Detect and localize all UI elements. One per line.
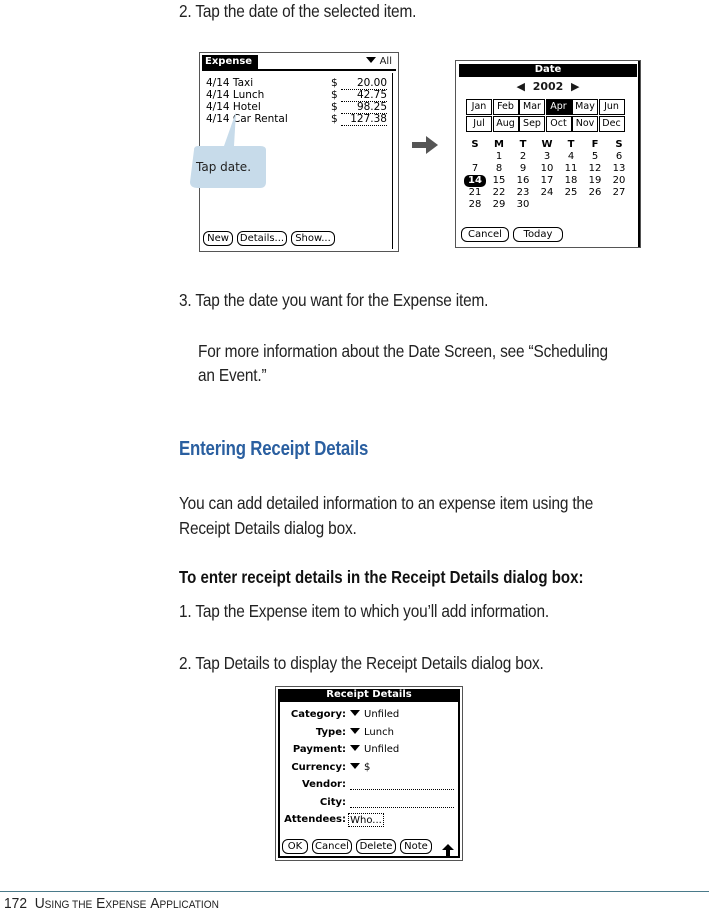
receipt-details-dialog: [275, 686, 463, 861]
expense-show-button[interactable]: Show...: [291, 231, 335, 246]
field-label: Currency:: [291, 761, 346, 773]
weekday-label: T: [519, 139, 527, 150]
dropdown-arrow-icon: [366, 57, 376, 63]
date-screen: [455, 60, 641, 248]
receipt-button-bar: [282, 839, 458, 855]
vendor-field[interactable]: [350, 789, 454, 790]
intro-line-2: Receipt Details dialog box.: [179, 518, 357, 538]
day-19[interactable]: 19: [588, 175, 602, 186]
day-5[interactable]: 5: [591, 151, 599, 162]
day-9[interactable]: 9: [519, 163, 527, 174]
attendees-button[interactable]: Who...: [348, 813, 384, 827]
currency-dropdown[interactable]: [350, 762, 370, 773]
day-15[interactable]: 15: [492, 175, 506, 186]
weekday-label: S: [471, 139, 479, 150]
day-21[interactable]: 21: [468, 187, 482, 198]
receipt-note-button[interactable]: Note: [400, 839, 432, 854]
section-step-1: 1. Tap the Expense item to which you’ll add information.: [179, 601, 549, 621]
dropdown-arrow-icon: [350, 763, 360, 769]
expense-currency: $: [331, 101, 338, 113]
receipt-delete-button[interactable]: Delete: [356, 839, 396, 854]
day-11[interactable]: 11: [564, 163, 578, 174]
day-grid: [464, 151, 632, 213]
expense-button-bar: [203, 231, 393, 247]
date-cancel-button[interactable]: Cancel: [461, 227, 509, 242]
receipt-cancel-button[interactable]: Cancel: [312, 839, 352, 854]
expense-new-button[interactable]: New: [203, 231, 233, 246]
month-oct[interactable]: Oct: [546, 116, 572, 132]
day-16[interactable]: 16: [516, 175, 530, 186]
month-aug[interactable]: Aug: [493, 116, 519, 132]
month-nov[interactable]: Nov: [572, 116, 598, 132]
day-12[interactable]: 12: [588, 163, 602, 174]
month-dec[interactable]: Dec: [599, 116, 625, 132]
month-jul[interactable]: Jul: [466, 116, 492, 132]
callout-bubble: [184, 110, 274, 190]
note-line-2: an Event.”: [198, 365, 267, 385]
month-jun[interactable]: Jun: [599, 99, 625, 115]
day-17[interactable]: 17: [540, 175, 554, 186]
day-26[interactable]: 26: [588, 187, 602, 198]
day-14[interactable]: 14: [464, 175, 486, 187]
date-title: Date: [459, 64, 637, 77]
expense-details-button[interactable]: Details...: [237, 231, 287, 246]
footer-rule: [0, 891, 709, 892]
type-value: Lunch: [364, 726, 394, 738]
weekday-label: S: [615, 139, 623, 150]
step-2-text: 2. Tap the date of the selected item.: [179, 1, 417, 21]
date-button-bar: [461, 227, 631, 243]
procedure-heading: To enter receipt details in the Receipt Details dialog box:: [179, 567, 584, 587]
expense-date-desc[interactable]: 4/14 Car Rental: [206, 113, 288, 125]
weekday-header: [464, 139, 632, 151]
city-field[interactable]: [350, 807, 454, 808]
day-6[interactable]: 6: [615, 151, 623, 162]
day-22[interactable]: 22: [492, 187, 506, 198]
expense-currency: $: [331, 77, 338, 89]
dropdown-arrow-icon: [350, 745, 360, 751]
expense-amount[interactable]: 42.75: [341, 89, 387, 102]
field-label: Category:: [290, 709, 346, 720]
expense-date-desc[interactable]: 4/14 Hotel: [206, 101, 261, 113]
month-mar[interactable]: Mar: [519, 99, 545, 115]
payment-dropdown[interactable]: [350, 744, 399, 755]
day-1[interactable]: 1: [495, 151, 503, 162]
expense-amount[interactable]: 20.00: [341, 77, 387, 90]
up-arrow-icon[interactable]: [442, 844, 454, 856]
field-label: Type:: [315, 726, 346, 738]
month-may[interactable]: May: [572, 99, 598, 115]
day-4[interactable]: 4: [567, 151, 575, 162]
step-3-text: 3. Tap the date you want for the Expense item.: [179, 290, 489, 310]
expense-currency: $: [331, 89, 338, 101]
weekday-label: T: [567, 139, 575, 150]
year-selector[interactable]: ◀ 2002 ▶: [516, 80, 580, 93]
weekday-label: M: [494, 139, 504, 150]
field-label: Vendor:: [301, 779, 346, 790]
category-dropdown[interactable]: [350, 709, 399, 720]
next-year-icon[interactable]: ▶: [570, 80, 580, 93]
date-today-button[interactable]: Today: [513, 227, 563, 242]
month-feb[interactable]: Feb: [493, 99, 519, 115]
day-27[interactable]: 27: [612, 187, 626, 198]
section-heading: Entering Receipt Details: [179, 438, 369, 460]
weekday-label: W: [541, 139, 553, 150]
expense-date-desc[interactable]: 4/14 Lunch: [206, 89, 265, 101]
day-23[interactable]: 23: [516, 187, 530, 198]
callout-text: Tap date.: [196, 160, 252, 174]
weekday-label: F: [591, 139, 599, 150]
note-line-1: For more information about the Date Screen, see “Scheduling: [198, 341, 608, 361]
field-label: Payment:: [292, 744, 346, 755]
expense-amount[interactable]: 98.25: [341, 101, 387, 114]
month-grid: [466, 99, 630, 133]
day-24[interactable]: 24: [540, 187, 554, 198]
day-30[interactable]: 30: [516, 199, 530, 210]
day-2[interactable]: 2: [519, 151, 527, 162]
expense-currency: $: [331, 113, 338, 125]
day-20[interactable]: 20: [612, 175, 626, 186]
prev-year-icon[interactable]: ◀: [516, 80, 526, 93]
expense-title: Expense: [202, 55, 258, 69]
expense-date-desc[interactable]: 4/14 Taxi: [206, 77, 254, 89]
field-label: City:: [319, 796, 346, 808]
day-29[interactable]: 29: [492, 199, 506, 210]
day-3[interactable]: 3: [543, 151, 551, 162]
page-number: 172: [4, 895, 28, 912]
day-8[interactable]: 8: [495, 163, 503, 174]
currency-value: $: [364, 761, 371, 773]
right-arrow-icon: [410, 134, 440, 156]
receipt-ok-button[interactable]: OK: [282, 839, 308, 854]
day-7[interactable]: 7: [471, 163, 479, 174]
day-13[interactable]: 13: [612, 163, 626, 174]
category-filter[interactable]: All: [366, 56, 392, 67]
section-step-2: 2. Tap Details to display the Receipt Details dialog box.: [179, 653, 544, 673]
dropdown-arrow-icon: [350, 728, 360, 734]
category-value: Unfiled: [364, 709, 400, 720]
dropdown-arrow-icon: [350, 710, 360, 716]
day-28[interactable]: 28: [468, 199, 482, 210]
payment-value: Unfiled: [364, 744, 400, 755]
month-sep[interactable]: Sep: [519, 116, 545, 132]
type-dropdown[interactable]: [350, 727, 394, 738]
receipt-fields: [276, 709, 462, 829]
day-10[interactable]: 10: [540, 163, 554, 174]
month-jan[interactable]: Jan: [466, 99, 492, 115]
field-label: Attendees:: [284, 814, 346, 825]
day-25[interactable]: 25: [564, 187, 578, 198]
day-18[interactable]: 18: [564, 175, 578, 186]
receipt-details-title: Receipt Details: [279, 689, 459, 702]
expense-amount[interactable]: 127.38: [341, 113, 387, 126]
month-apr[interactable]: Apr: [546, 99, 572, 115]
page-footer: 172 USING THE EXPENSE APPLICATION: [4, 895, 219, 912]
intro-line-1: You can add detailed information to an expense item using the: [179, 493, 594, 513]
